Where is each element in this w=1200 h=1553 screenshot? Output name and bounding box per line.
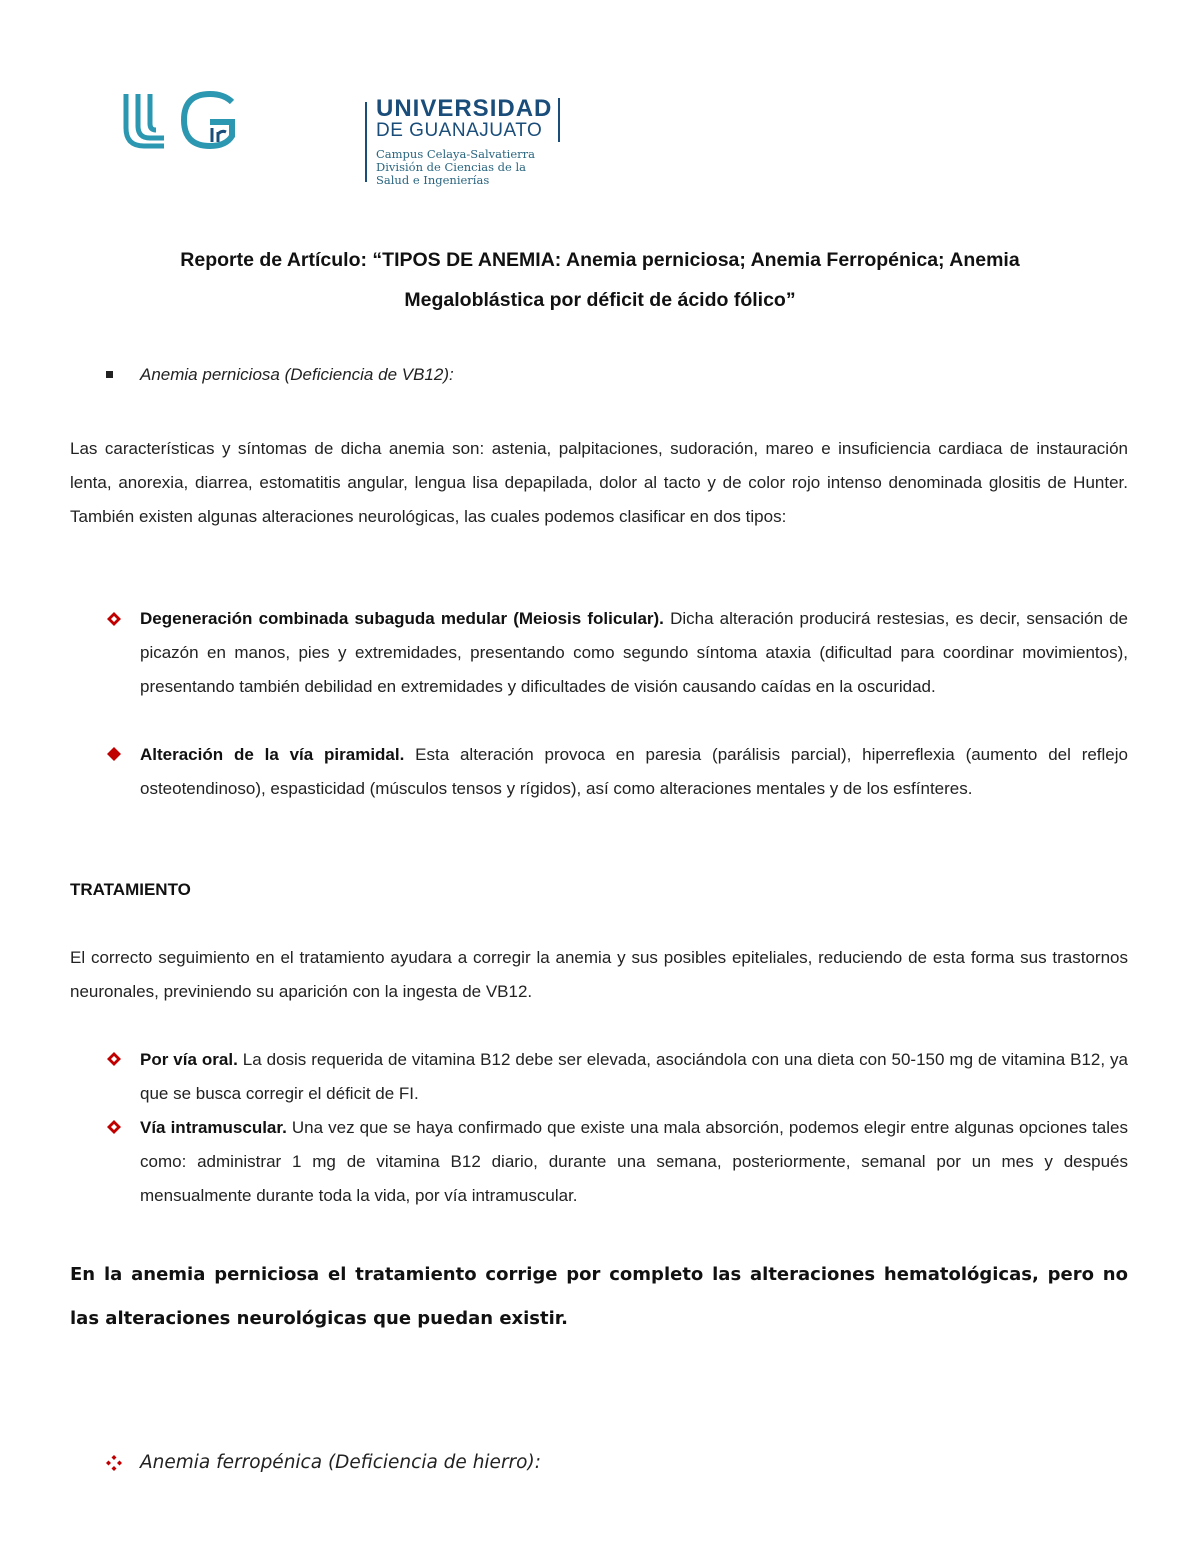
university-name xyxy=(376,95,553,142)
section-heading-pernicious xyxy=(140,358,454,392)
university-logo xyxy=(120,88,560,187)
report-title xyxy=(70,240,1130,320)
treatment-heading: TRATAMIENTO xyxy=(70,880,191,899)
list-item xyxy=(140,602,1128,704)
university-line2: DE GUANAJUATO xyxy=(376,120,552,142)
campus-info xyxy=(376,148,560,187)
four-diamond-bullet-icon xyxy=(106,1455,122,1471)
item-text: Una vez que se haya confirmado que existe una mala absorción, podemos elegir entre algunas opciones tales como: administrar 1 mg de vitamina B12 diario, durante una semana, posteriormente, semanal por un mes y después mensualmente durante toda la vida, por vía intramuscular. xyxy=(140,1118,1128,1205)
square-bullet-icon xyxy=(106,371,113,378)
item-label: Por vía oral. xyxy=(140,1050,238,1069)
diamond-bullet-icon xyxy=(106,1051,122,1067)
diamond-bullet-icon xyxy=(106,1119,122,1135)
item-text: Esta alteración provoca en paresia (parálisis parcial), hiperreflexia (aumento del reflejo osteotendinoso), espasticidad (músculos tensos y rígidos), así como alteraciones mentales y de los esfínteres. xyxy=(140,745,1128,798)
list-item xyxy=(140,738,1128,806)
item-label: Vía intramuscular. xyxy=(140,1118,287,1137)
division-name: División de Ciencias de la Salud e Ingenierías xyxy=(376,160,527,187)
item-text: Dicha alteración producirá restesias, es decir, sensación de picazón en manos, pies y extremidades, presentando como segundo síntoma ataxia (dificultad para coordinar movimientos), presentando también debilidad en extremidades y dificultades de visión causando caídas en la oscuridad. xyxy=(140,609,1129,696)
treatment-intro: El correcto seguimiento en el tratamiento ayudara a corregir la anemia y sus posibles epiteliales, reduciendo de esta forma sus trastornos neuronales, previniendo su aparición con la ingesta de VB12. xyxy=(70,948,1128,1001)
diamond-bullet-icon xyxy=(106,611,122,627)
diamond-bullet-icon xyxy=(106,746,122,762)
title-line2: Megaloblástica por déficit de ácido fólico” xyxy=(404,289,796,311)
section1-intro: Las características y síntomas de dicha anemia son: astenia, palpitaciones, sudoración, mareo e insuficiencia cardiaca de instauración lenta, anorexia, diarrea, estomatitis angular, lengua lisa depapilada, dolor al tacto y de color rojo intenso denominada glositis de Hunter. También existen algunas alteraciones neurológicas, las cuales podemos clasificar en dos tipos: xyxy=(70,439,1128,526)
ug-logo-mark-icon xyxy=(120,88,240,152)
item-label: Alteración de la vía piramidal. xyxy=(140,745,405,764)
list-item xyxy=(140,1043,1128,1111)
campus-name: Campus Celaya-Salvatierra xyxy=(376,147,535,161)
title-line1: Reporte de Artículo: “TIPOS DE ANEMIA: Anemia perniciosa; Anemia Ferropénica; Anemia xyxy=(180,249,1020,271)
section2-heading: Anemia ferropénica (Deficiencia de hierro): xyxy=(140,1452,541,1473)
item-text: La dosis requerida de vitamina B12 debe ser elevada, asociándola con una dieta con 50-150 mg de vitamina B12, ya que se busca corregir el déficit de FI. xyxy=(140,1050,1128,1103)
treatment-conclusion: En la anemia perniciosa el tratamiento corrige por completo las alteraciones hematológicas, pero no las alteraciones neurológicas que puedan existir. xyxy=(70,1264,1128,1329)
logo-divider xyxy=(365,102,367,182)
section1-heading: Anemia perniciosa (Deficiencia de VB12): xyxy=(140,365,454,384)
university-line1: UNIVERSIDAD xyxy=(376,95,553,122)
list-item xyxy=(140,1111,1128,1213)
item-label: Degeneración combinada subaguda medular (Meiosis folicular). xyxy=(140,609,664,628)
